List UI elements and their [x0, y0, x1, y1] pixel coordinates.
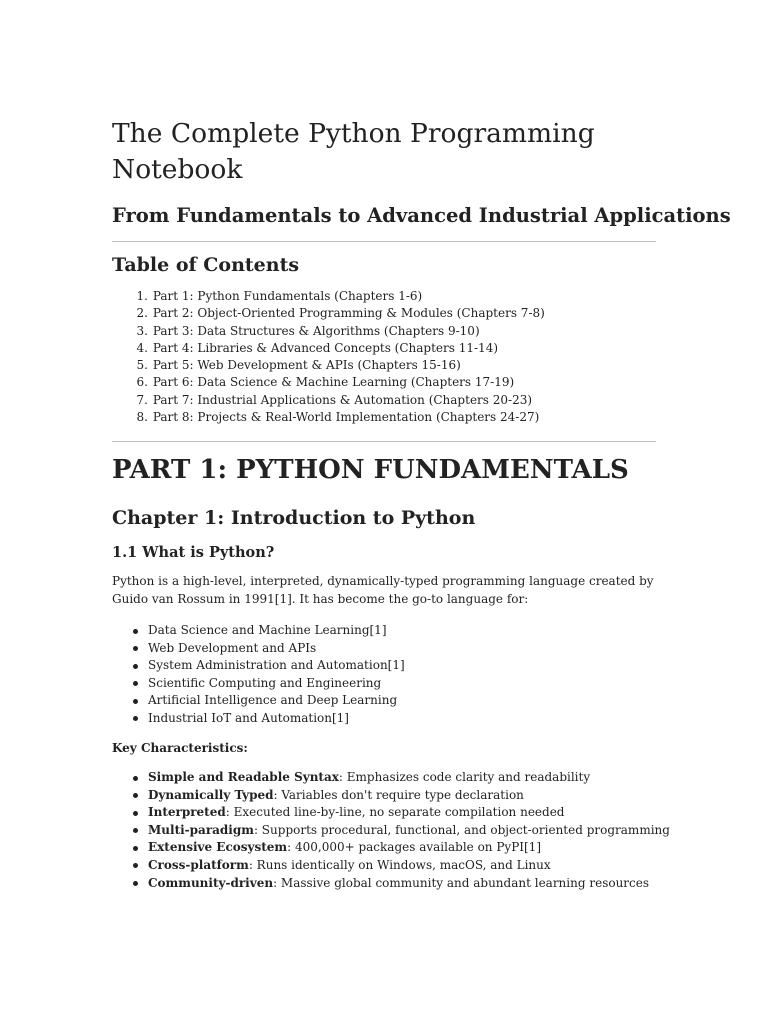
list-item: [112, 875, 670, 893]
characteristic-description: : Executed line-by-line, no separate compilation needed: [225, 805, 565, 820]
list-item-text: Data Science and Machine Learning[1]: [148, 623, 387, 637]
list-item-text: Artificial Intelligence and Deep Learning: [148, 693, 398, 708]
toc-item-number: 2.: [136, 306, 148, 321]
divider-part: [112, 441, 656, 442]
toc-item-label: Part 2: Object-Oriented Programming & Modules (Chapters 7-8): [152, 306, 545, 321]
toc-item-number: 4.: [136, 340, 148, 355]
list-item: [112, 857, 670, 875]
characteristic-description: : Variables don't require type declaration: [273, 787, 524, 802]
characteristic-description: : Massive global community and abundant learning resources: [273, 875, 650, 890]
characteristic-term: Simple and Readable Syntax: [148, 770, 339, 784]
list-item: [112, 675, 405, 693]
uses-list: [112, 622, 405, 728]
toc-item-label: Part 4: Libraries & Advanced Concepts (Chapters 11-14): [152, 340, 499, 355]
bullet-icon: [133, 863, 138, 868]
section-heading: 1.1 What is Python?: [112, 544, 275, 561]
list-item-text: Industrial IoT and Automation[1]: [148, 710, 349, 725]
list-item: [112, 839, 670, 857]
characteristic-term: Cross-platform: [148, 857, 249, 872]
toc-item-label: Part 8: Projects & Real-World Implementation (Chapters 24-27): [152, 410, 540, 425]
list-item: [112, 769, 670, 787]
toc-item-number: 1.: [136, 289, 148, 303]
characteristic-term: Dynamically Typed: [148, 787, 274, 802]
toc-item[interactable]: [112, 340, 545, 357]
characteristics-list: [112, 769, 670, 892]
characteristic-term: Multi-paradigm: [148, 822, 254, 837]
bullet-icon: [133, 699, 138, 704]
list-item: [112, 692, 405, 710]
list-item: [112, 710, 405, 728]
bullet-icon: [133, 681, 138, 686]
list-item: [112, 657, 405, 675]
bullet-icon: [133, 811, 138, 816]
toc-item-number: 3.: [136, 323, 148, 338]
bullet-icon: [133, 716, 138, 721]
list-item-text: System Administration and Automation[1]: [148, 658, 405, 673]
toc-item[interactable]: [112, 288, 545, 305]
toc-item-number: 7.: [136, 392, 148, 407]
toc-item-number: 5.: [136, 358, 148, 373]
bullet-icon: [133, 846, 138, 851]
toc-item-number: 6.: [136, 375, 148, 390]
bullet-icon: [133, 828, 138, 833]
bullet-icon: [133, 881, 138, 886]
bullet-icon: [133, 646, 138, 651]
list-item-text: Web Development and APIs: [148, 640, 317, 655]
part-heading: PART 1: PYTHON FUNDAMENTALS: [112, 455, 629, 485]
document-title: The Complete Python Programming Notebook: [112, 118, 595, 185]
characteristic-term: Interpreted: [148, 805, 226, 820]
toc-item[interactable]: [112, 392, 545, 409]
characteristic-term: Extensive Ecosystem: [148, 840, 288, 855]
intro-paragraph: Python is a high-level, interpreted, dynamically-typed programming language created by Guido van Rossum in 1991[1]. It has become the go-to language for:: [112, 574, 654, 606]
toc-heading: Table of Contents: [112, 254, 300, 276]
list-item: [112, 804, 670, 822]
bullet-icon: [133, 664, 138, 669]
list-item: [112, 622, 405, 640]
bullet-icon: [133, 629, 138, 634]
list-item: [112, 640, 405, 658]
characteristic-term: Community-driven: [148, 875, 274, 890]
characteristic-description: : Emphasizes code clarity and readability: [338, 770, 591, 784]
toc-item-number: 8.: [136, 410, 148, 425]
characteristic-description: : 400,000+ packages available on PyPI[1]: [287, 840, 541, 855]
list-item-text: Scientific Computing and Engineering: [148, 675, 382, 690]
list-item: [112, 787, 670, 805]
key-characteristics-label: Key Characteristics:: [112, 741, 248, 755]
characteristic-description: : Runs identically on Windows, macOS, and Linux: [248, 857, 551, 872]
document-subtitle: From Fundamentals to Advanced Industrial Applications: [112, 204, 731, 227]
toc-item[interactable]: [112, 409, 545, 426]
toc-item-label: Part 5: Web Development & APIs (Chapters 15-16): [152, 358, 461, 373]
characteristic-description: : Supports procedural, functional, and object-oriented programming: [253, 822, 670, 837]
chapter-heading: Chapter 1: Introduction to Python: [112, 507, 476, 529]
bullet-icon: [133, 776, 138, 781]
divider-top: [112, 241, 656, 242]
toc-item-label: Part 6: Data Science & Machine Learning (Chapters 17-19): [152, 375, 515, 390]
list-item: [112, 822, 670, 840]
toc-item-label: Part 1: Python Fundamentals (Chapters 1-6): [152, 289, 423, 303]
table-of-contents: [112, 288, 545, 426]
bullet-icon: [133, 793, 138, 798]
toc-item-label: Part 7: Industrial Applications & Automation (Chapters 20-23): [152, 392, 533, 407]
toc-item-label: Part 3: Data Structures & Algorithms (Chapters 9-10): [152, 323, 480, 338]
toc-item[interactable]: [112, 374, 545, 391]
toc-item[interactable]: [112, 305, 545, 322]
toc-item[interactable]: [112, 357, 545, 374]
toc-item[interactable]: [112, 323, 545, 340]
